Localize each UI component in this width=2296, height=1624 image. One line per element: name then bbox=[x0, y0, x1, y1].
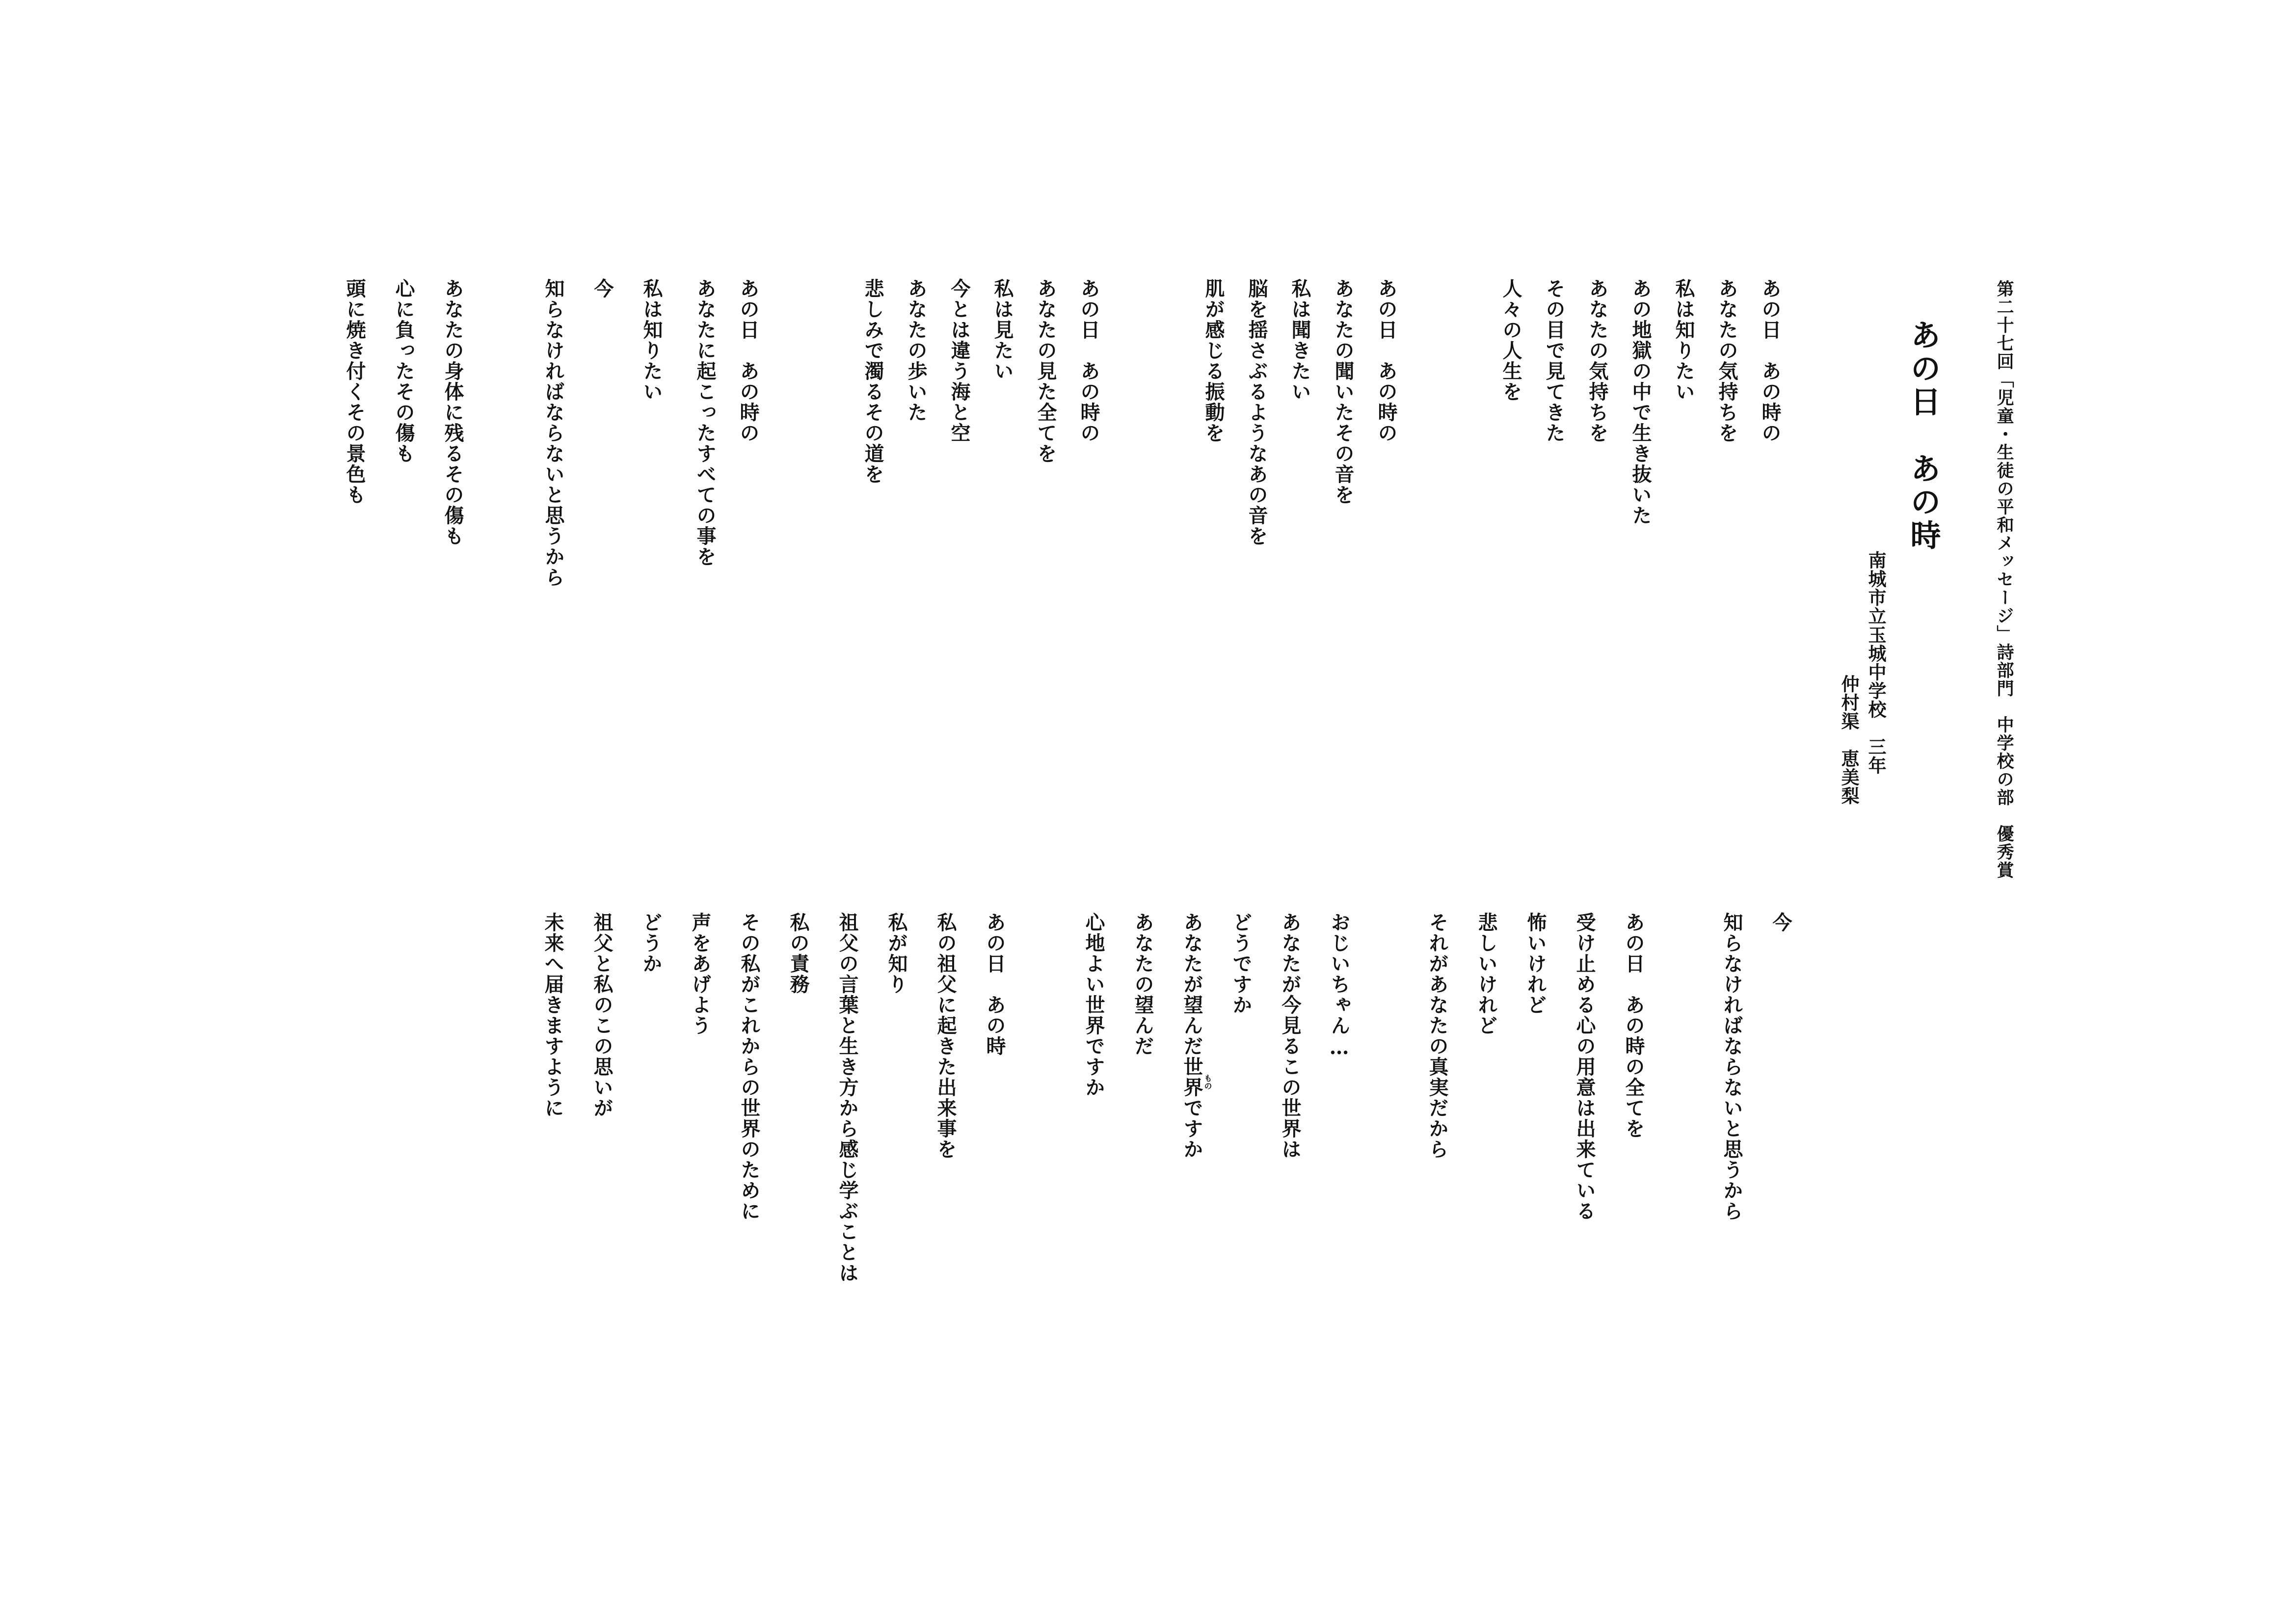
poem-line: あの日 あの時の bbox=[737, 278, 760, 443]
poem-line: 悲しみで濁るその道を bbox=[861, 278, 884, 485]
poem-line: 今とは違う海と空 bbox=[948, 278, 971, 443]
poem-line: あなたに起こったすべての事を bbox=[694, 278, 717, 567]
poem-line: 私は知りたい bbox=[640, 278, 663, 402]
poem-line: 私は見たい bbox=[991, 278, 1014, 381]
poem-line: どうですか bbox=[1229, 912, 1253, 1015]
poem-line: 知らなければならないと思うから bbox=[1720, 912, 1743, 1221]
poem-line: あなたの気持ちを bbox=[1586, 278, 1609, 443]
poem-line: 私の祖父に起きた出来事を bbox=[934, 912, 957, 1160]
poem-line: あなたの見た全てを bbox=[1034, 278, 1057, 464]
poem-line: 怖いけれど bbox=[1524, 912, 1547, 1015]
author-name: 仲村渠 恵美梨 bbox=[1838, 675, 1860, 805]
award-header: 第二十七回「児童・生徒の平和メッセージ」詩部門 中学校の部 優秀賞 bbox=[1994, 280, 2014, 879]
poem-line: 人々の人生を bbox=[1499, 278, 1522, 402]
poem-line: 受け止める心の用意は出来ている bbox=[1573, 912, 1596, 1221]
poem-line: あの日 あの時 bbox=[983, 912, 1006, 1056]
poem-line: 心地よい世界ですか bbox=[1082, 912, 1105, 1098]
poem-line: その目で見てきた bbox=[1543, 278, 1566, 443]
poem-line: あなたの身体に残るその傷も bbox=[441, 278, 464, 546]
poem-line: 私は聞きたい bbox=[1288, 278, 1311, 402]
poem-line: 祖父と私のこの思いが bbox=[590, 912, 614, 1118]
poem-line: あの日 あの時の bbox=[1759, 278, 1782, 443]
poem-line: 私が知り bbox=[885, 912, 908, 995]
poem-line: 私の責務 bbox=[787, 912, 810, 995]
poem-line: あなたの望んだ bbox=[1131, 912, 1154, 1056]
poem-line: あの日 あの時の全てを bbox=[1622, 912, 1645, 1139]
poem-line: 今 bbox=[1769, 912, 1792, 933]
poem-line-with-ruby bbox=[1180, 912, 1212, 1160]
poem-line: 頭に焼き付くその景色も bbox=[343, 278, 366, 505]
poem-line: 祖父の言葉と生き方から感じ学ぶことは bbox=[836, 912, 859, 1283]
poem-line: 悲しいけれど bbox=[1475, 912, 1498, 1036]
poem-line: おじいちゃん… bbox=[1328, 912, 1351, 1060]
poem-line: 今 bbox=[591, 278, 614, 299]
poem-line: あなたが今見るこの世界は bbox=[1279, 912, 1302, 1160]
poem-line: それがあなたの真実だから bbox=[1426, 912, 1449, 1160]
poem-line: あなたの聞いたその音を bbox=[1332, 278, 1355, 505]
poem-line: その私がこれからの世界のために bbox=[738, 912, 761, 1221]
poem-title: あの日 あの時 bbox=[1905, 319, 1941, 553]
poem-line: どうか bbox=[640, 912, 663, 974]
poem-line: あなたの気持ちを bbox=[1715, 278, 1738, 443]
poem-line: 未来へ届きますように bbox=[541, 912, 564, 1118]
ruby-annotation: もの bbox=[1203, 1074, 1212, 1090]
poem-line: 脳を揺さぶるようなあの音を bbox=[1245, 278, 1268, 546]
poem-line: あなたが望んだ世界ですか bbox=[1180, 912, 1203, 1160]
poem-line: 心に負ったその傷も bbox=[392, 278, 415, 464]
poem-line: あの日 あの時の bbox=[1077, 278, 1100, 443]
poem-line: あの日 あの時の bbox=[1375, 278, 1398, 443]
poem-line: 声をあげよう bbox=[689, 912, 712, 1036]
poem-line: 知らなければならないと思うから bbox=[542, 278, 565, 588]
poem-line: 肌が感じる振動を bbox=[1202, 278, 1225, 443]
poem-line: あなたの歩いた bbox=[905, 278, 928, 423]
poem-line: あの地獄の中で生き抜いた bbox=[1629, 278, 1652, 526]
poem-line: 私は知りたい bbox=[1672, 278, 1695, 402]
school-name: 南城市立玉城中学校 三年 bbox=[1865, 551, 1887, 775]
